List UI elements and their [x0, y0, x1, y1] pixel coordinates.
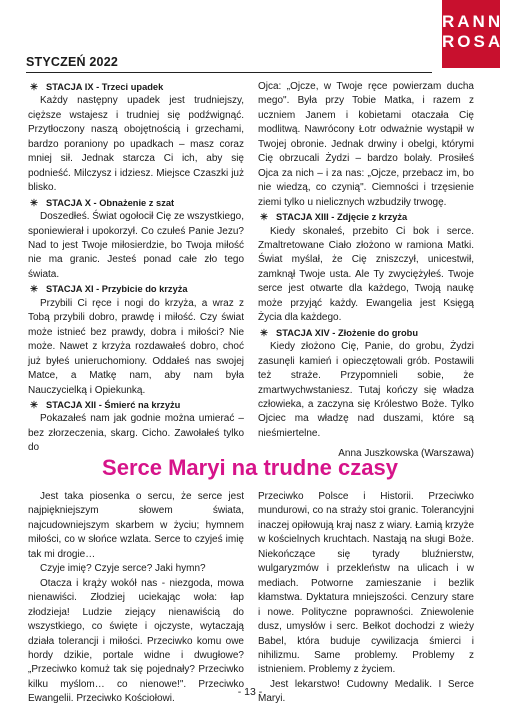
- page-number: - 13 -: [237, 686, 263, 698]
- left-column: [28, 80, 244, 456]
- paragraph: Kiedy skonałeś, przebito Ci bok i serce. Zmaltretowane Ciało złożono w ramiona Matki. Świat myślał, że Cię zniszczył, unicestwił, zamknął Twoje usta. Ale Ty zwyciężyłeś. Twoje serce jest otwarte dla każdego, Twoją naukę może przyjąć każdy. Ewangelia jest Księgą Życia dla każdego.: [258, 225, 474, 324]
- station-heading-text: STACJA XIII - Zdjęcie z krzyża: [276, 212, 408, 223]
- asterisk-icon: ✳: [30, 399, 38, 410]
- logo-line-1: RANNA: [442, 12, 518, 31]
- station-heading: [28, 398, 244, 412]
- station-heading-text: STACJA X - Obnażenie z szat: [46, 197, 175, 208]
- paragraph: Każdy następny upadek jest trudniejszy, cięższe wstajesz i trudniej się podźwignąć. Przytłoczony naszą obojętnością i grzechami, bardzo poraniony po upadkach – masz coraz mniej sił. Jednak starcza Ci ich, aby się podnieść. Milczysz i idziesz. Miejsce Czaszki już blisko.: [28, 95, 244, 194]
- author-signature: Anna Juszkowska (Warszawa): [338, 448, 474, 460]
- station-heading: [258, 326, 474, 340]
- asterisk-icon: ✳: [30, 197, 38, 208]
- station-heading-text: STACJA XII - Śmierć na krzyżu: [46, 399, 181, 410]
- paragraph: Kiedy złożono Cię, Panie, do grobu, Żydzi zasunęli kamień i opieczętowali grób. Postawili też straże. Przypomnieli sobie, że zmartwychwstaniesz. Tutaj kończy się władza człowieka, a zaczyna się Królestwo Boże. Tylko Ojciec ma władzę nad duszami, które są nieśmiertelne.: [258, 341, 474, 439]
- asterisk-icon: ✳: [30, 284, 38, 295]
- paragraph-continued: Przeciwko Polsce i Historii. Przeciwko mundurowi, co na straży stoi granic. Tolerancyjni inaczej opiłowują kraj nasz z wiary. Łamią krzyże w kościelnych kruchtach. Nastają na sługi Boże. Niekończące się tyrady bluźnierstw, wulgaryzmów i przekleństw na ulicach i w mediach. Potworne zamieszanie i bezlik kłamstwa. Dyktatura mniejszości. Cenzury stare i nowe. Polityczne poprawności. Zniewolenie dusz, umysłów i serc. Bełkot dochodzi z wieży Babel, która buduje cywilizacja śmierci i nihilizmu. Same problemy. Problemy z istnieniem. Problemy z życiem.: [258, 491, 475, 676]
- header-rule: [26, 72, 432, 73]
- right-column: [258, 80, 474, 462]
- station-heading: [28, 196, 244, 210]
- station-heading-text: STACJA IX - Trzeci upadek: [46, 82, 164, 92]
- asterisk-icon: ✳: [260, 327, 268, 338]
- logo-line-2: ROSA: [442, 32, 504, 51]
- article-right-column: [258, 490, 474, 707]
- station-heading-text: STACJA XIV - Złożenie do grobu: [276, 327, 419, 338]
- station-heading: [258, 210, 474, 224]
- paragraph: Przybili Ci ręce i nogi do krzyża, a wraz z Tobą przybili dobro, prawdę i miłość. Czy świat może istnieć bez prawdy, dobra i miłości? Nie może. Nawet z krzyża rozdawałeś dobro, choć już byłeś unieruchomiony. Oddałeś nas swojej Matce, a Matkę nam, aby nam była Nauczycielką i Opiekunką.: [28, 297, 244, 396]
- magazine-logo: [442, 0, 518, 68]
- station-heading-text: STACJA XI - Przybicie do krzyża: [46, 284, 188, 295]
- station-heading: [28, 80, 244, 94]
- station-heading: [28, 282, 244, 296]
- asterisk-icon: ✳: [260, 212, 268, 223]
- paragraph: Pokazałeś nam jak godnie można umierać – bez złorzeczenia, skarg. Cicho. Zawołałeś tylko do: [28, 413, 244, 454]
- paragraph-continued: Ojca: „Ojcze, w Twoje ręce powierzam ducha mego". Była przy Tobie Matka, i razem z uczniem Janem i kobietami otaczała Cię modlitwą. Nawrócony Łotr odważnie wystąpił w Twojej obronie. Jednak drwiny i obelgi, którymi Cię obrzucali Żydzi – bardzo bolały. Prosiłeś Ojca za nich – i za nas: „Ojcze, przebacz im, bo nie wiedzą, co czynią". Ciemności i trzęsienie ziemi tylko u nielicznych wzbudziły trwogę.: [258, 81, 474, 208]
- paragraph: Czyje imię? Czyje serce? Jaki hymn?: [40, 563, 206, 575]
- asterisk-icon: ✳: [30, 82, 38, 92]
- issue-date: STYCZEŃ 2022: [26, 55, 119, 69]
- article-title: Serce Maryi na trudne czasy: [102, 455, 398, 480]
- paragraph: Otacza i krąży wokół nas - niezgoda, mowa nienawiści. Złodziej uciekając woła: łap złodzieja! Ludzie ziejący nienawiścią do wszystkiego, co święte i ojczyste, wytaczają działa tolerancji i miłości. Przeciwko komu owe hordy dzikie, portale widne i dwugłowe? „Przeciwko komuż tak się pojednały? Przeciwko kilku myślom… co nienowe!". Przeciwko Ewangelii. Przeciwko Kościołowi.: [28, 577, 244, 705]
- paragraph: Jest lekarstwo! Cudowny Medalik. I Serce Maryi.: [258, 678, 474, 705]
- paragraph: Doszedłeś. Świat ogołocił Cię ze wszystkiego, sponiewierał i upokorzył. Co czułeś Panie Jezu? Nad to jest Twoje miłosierdzie, bo Twoja miłość nie ma granic. Jesteś ponad całe zło tego świata.: [28, 211, 244, 280]
- paragraph: Jest taka piosenka o sercu, że serce jest najpiękniejszym słowem świata, najcudowniejszym skarbem w życiu; hymnem miłości, co w słońce wzlata. Serce to czyjeś imię tak mi drogie…: [28, 491, 244, 560]
- article-left-column: [28, 490, 244, 707]
